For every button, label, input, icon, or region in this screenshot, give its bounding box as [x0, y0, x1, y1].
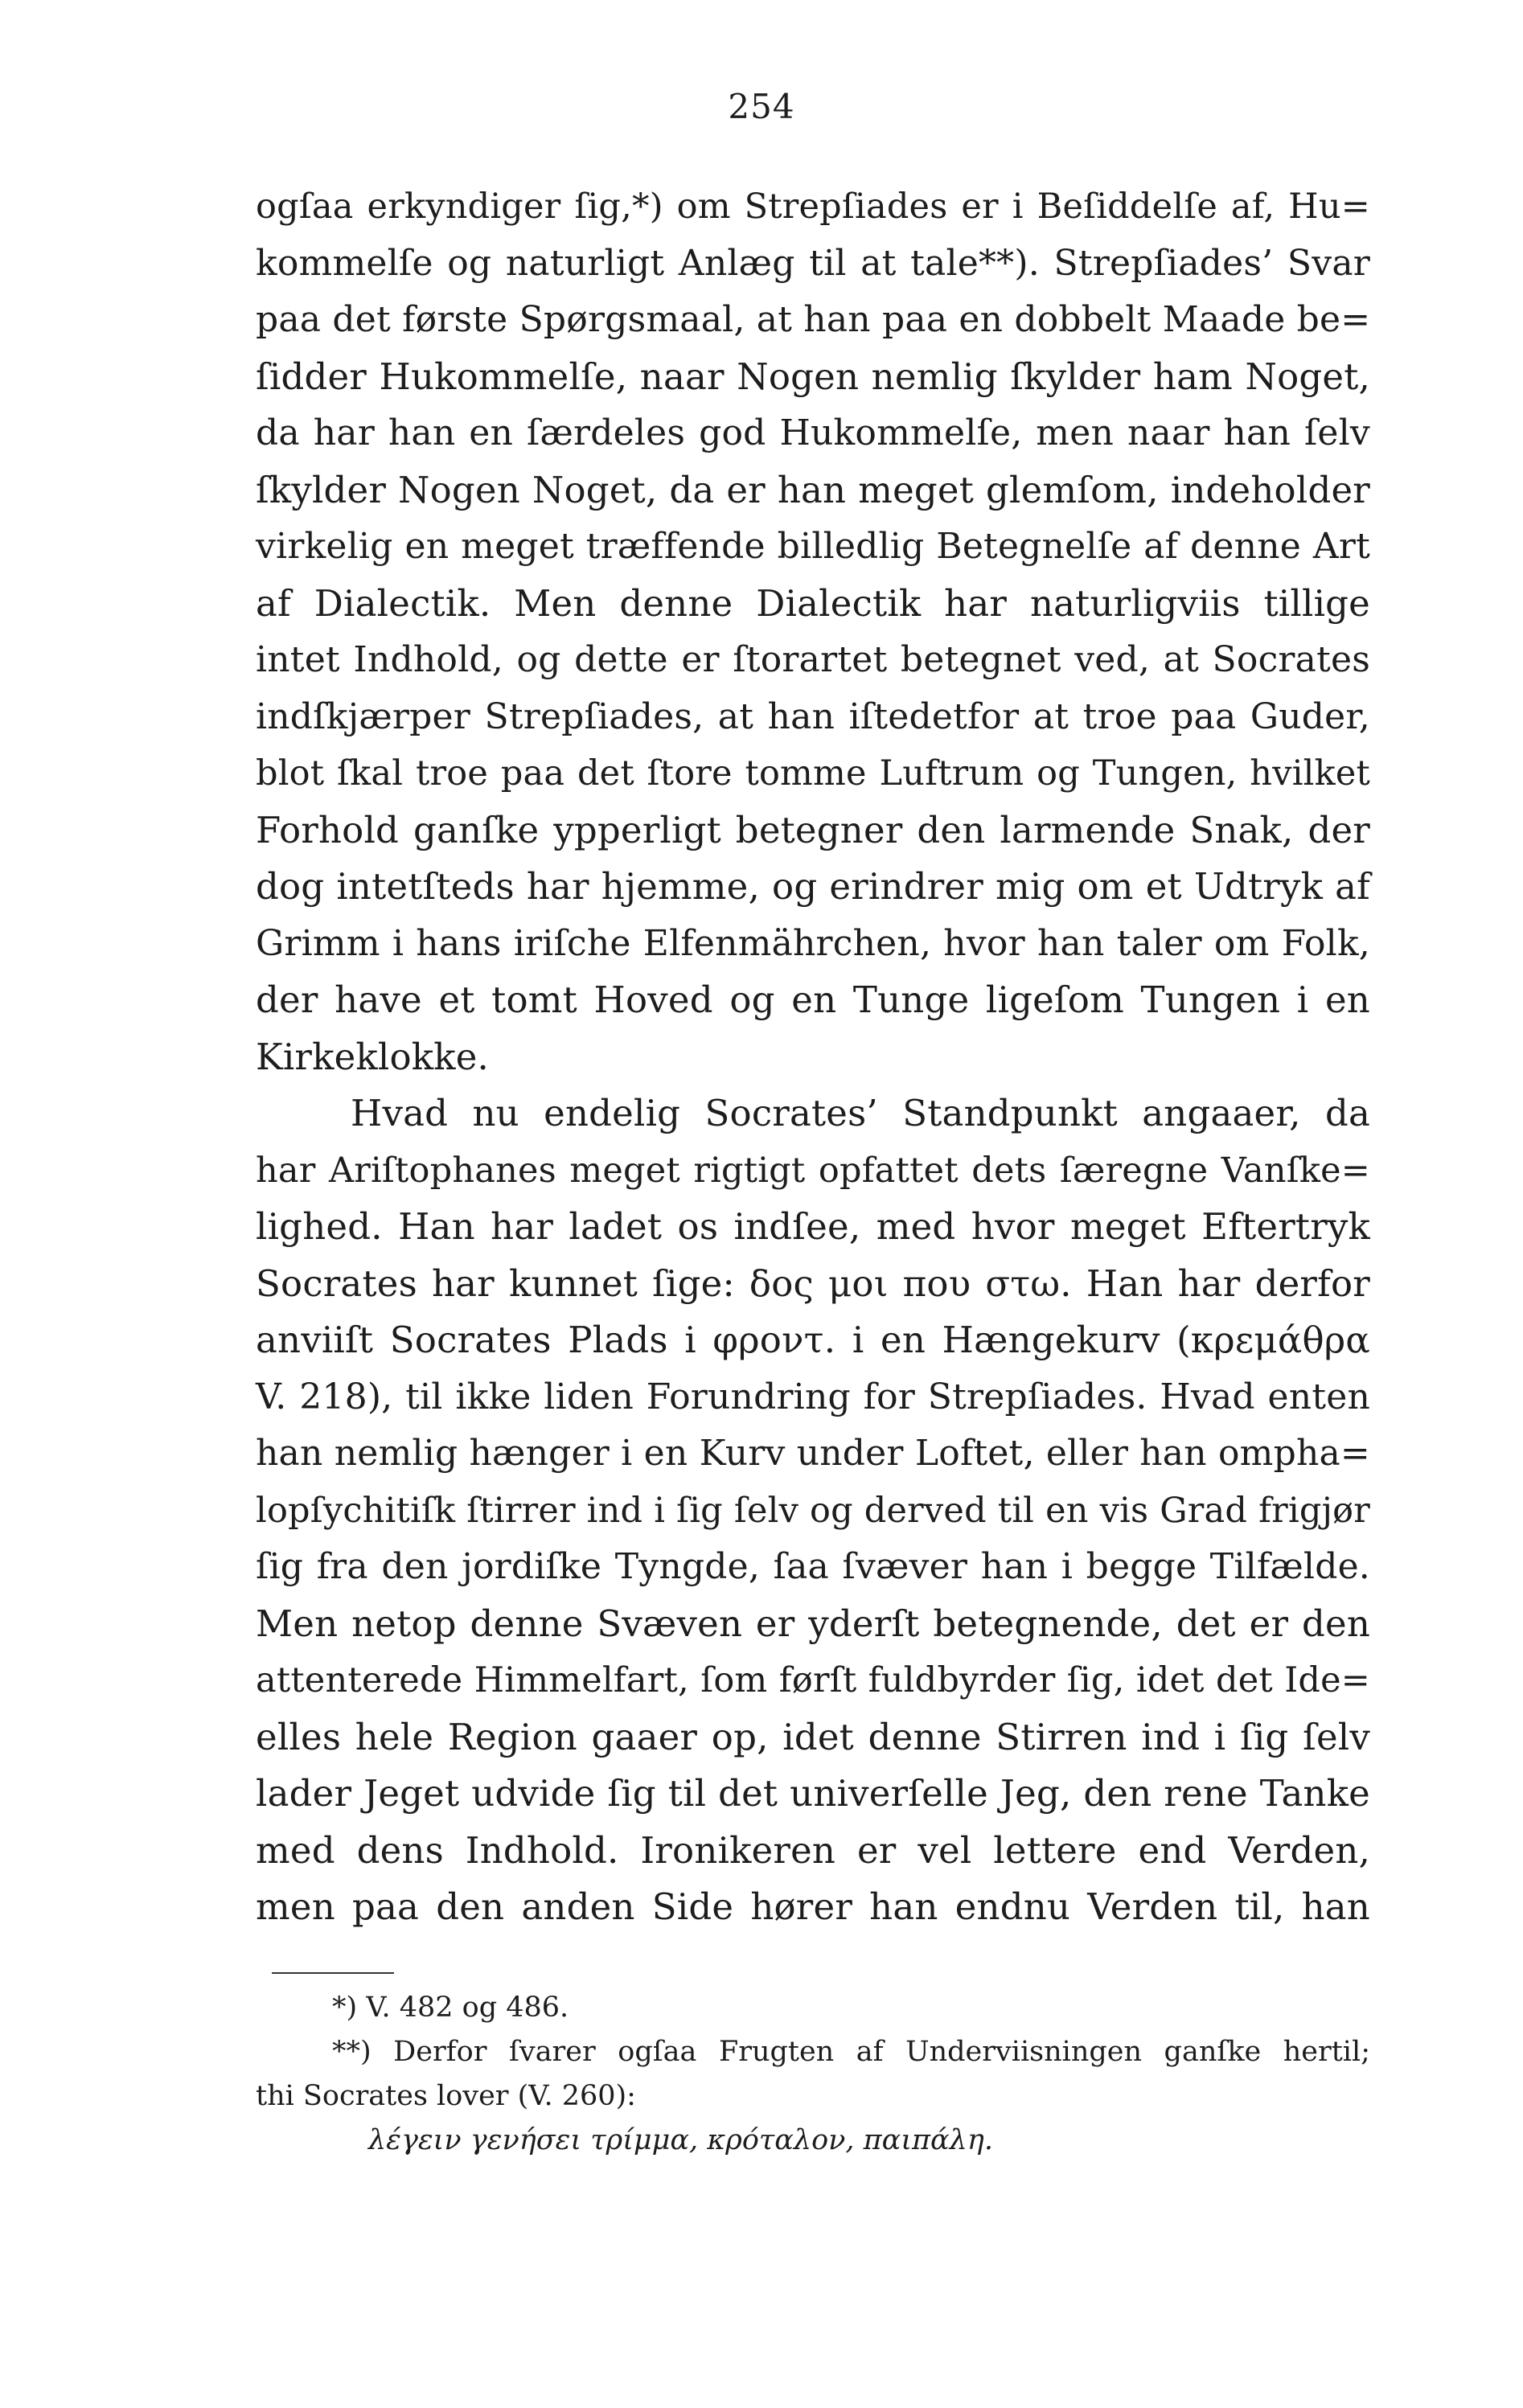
text-line: lader Jeget udvide ſig til det univerſelle Jeg, den rene Tanke	[256, 1772, 1370, 1815]
text-line: ſkylder Nogen Noget, da er han meget glemſom, indeholder	[256, 468, 1370, 511]
page-number: 254	[728, 87, 795, 126]
text-line: der have et tomt Hoved og en Tunge ligeſom Tungen i en	[256, 978, 1370, 1021]
text-line: med dens Indhold. Ironikeren er vel lettere end Verden,	[256, 1828, 1370, 1872]
footnote-1: *) V. 482 og 486.	[332, 1992, 569, 2024]
text-line: Men netop denne Svæven er yderſt betegnende, det er den	[256, 1602, 1370, 1645]
text-line: blot ſkal troe paa det ſtore tomme Luftrum og Tungen, hvilket	[256, 753, 1370, 794]
text-line: elles hele Region gaaer op, idet denne Stirren ind i ſig ſelv	[256, 1715, 1370, 1758]
text-line: Grimm i hans iriſche Elfenmährchen, hvor han taler om Folk,	[256, 922, 1370, 964]
text-line: af Dialectik. Men denne Dialectik har naturligviis tillige	[256, 581, 1370, 625]
footnote-divider	[272, 1972, 394, 1974]
body-text	[256, 178, 1370, 1936]
text-line: Kirkeklokke.	[256, 1035, 490, 1078]
text-line: lighed. Han har ladet os indſee, med hvor meget Eftertryk	[256, 1205, 1370, 1248]
text-line: ſidder Hukommelſe, naar Nogen nemlig ſkylder ham Noget,	[256, 355, 1370, 398]
text-line: lopſychitiſk ſtirrer ind i ſig ſelv og derved til en vis Grad frigjør	[256, 1490, 1370, 1531]
text-line: paa det første Spørgsmaal, at han paa en dobbelt Maade be=	[256, 299, 1371, 340]
footnote-2-continuation: thi Socrates lover (V. 260):	[256, 2080, 636, 2112]
text-line: dog intetſteds har hjemme, og erindrer mig om et Udtryk af	[256, 865, 1370, 908]
text-line: indſkjærper Strepſiades, at han iſtedetfor at troe paa Guder,	[256, 695, 1370, 737]
text-line: men paa den anden Side hører han endnu Verden til, han	[256, 1885, 1370, 1928]
text-line: har Ariſtophanes meget rigtigt opfattet dets ſæregne Vanſke=	[256, 1150, 1370, 1191]
text-line: da har han en ſærdeles god Hukommelſe, men naar han ſelv	[256, 412, 1370, 453]
footnote-greek-quote: λέγειν γενήσει τρίμμα, κρόταλον, παιπάλη.	[368, 2124, 993, 2156]
text-line: intet Indhold, og dette er ſtorartet betegnet ved, at Socrates	[256, 639, 1370, 680]
text-line: attenterede Himmelfart, ſom førſt fuldbyrder ſig, idet det Ide=	[256, 1660, 1370, 1700]
footnotes	[256, 1986, 1370, 2163]
text-line: V. 218), til ikke liden Forundring for Strepſiades. Hvad enten	[256, 1376, 1370, 1417]
text-line: ſig fra den jordiſke Tyngde, ſaa ſvæver han i begge Tilfælde.	[256, 1546, 1370, 1587]
text-line: Socrates har kunnet ſige: δος μοι που στω. Han har derfor	[256, 1261, 1370, 1305]
paragraph-start-line: Hvad nu endelig Socrates’ Standpunkt angaaer, da	[351, 1092, 1370, 1134]
text-line: virkelig en meget træffende billedlig Betegnelſe af denne Art	[256, 526, 1370, 567]
text-line: anviiſt Socrates Plads i φροντ. i en Hængekurv (κρεμάθρα	[256, 1319, 1370, 1361]
text-line: kommelſe og naturligt Anlæg til at tale**). Strepſiades’ Svar	[256, 242, 1370, 284]
text-line: han nemlig hænger i en Kurv under Loftet, eller han ompha=	[256, 1433, 1370, 1474]
text-line: ogſaa erkyndiger ſig,*) om Strepſiades er i Beſiddelſe af, Hu=	[256, 187, 1370, 227]
text-line: Forhold ganſke ypperligt betegner den larmende Snak, der	[256, 808, 1370, 851]
footnote-2: **) Derfor ſvarer ogſaa Frugten af Underviisningen ganſke hertil;	[332, 2036, 1370, 2068]
